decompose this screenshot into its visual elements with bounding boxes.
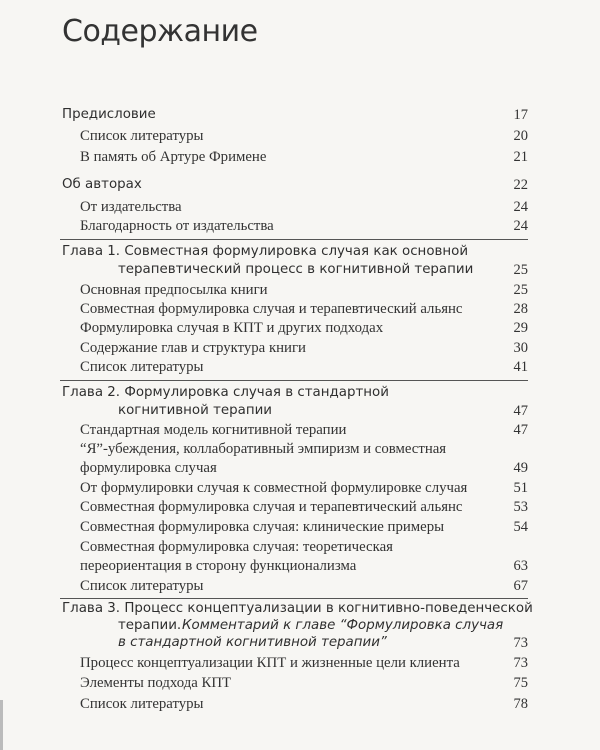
toc-entry-title: Элементы подхода КПТ (80, 675, 232, 691)
toc-entry-page: 49 (513, 460, 528, 476)
toc-entry-page: 53 (513, 499, 528, 515)
toc-entry-page: 73 (513, 655, 528, 671)
toc-entry-title: Об авторах (62, 177, 142, 192)
toc-entry-page: 41 (513, 359, 528, 375)
divider (60, 598, 528, 599)
toc-entry-page: 29 (513, 320, 528, 336)
toc-entry-title: “Я”-убеждения, коллаборативный эмпиризм и совместная (80, 441, 447, 457)
divider (60, 239, 528, 240)
toc-entry-page: 21 (513, 149, 528, 165)
toc-entry-title: Список литературы (80, 578, 204, 594)
toc-entry-page: 47 (513, 403, 528, 419)
toc-entry-page: 75 (513, 675, 528, 691)
toc-entry-title: Совместная формулировка случая: клинические примеры (80, 519, 445, 535)
divider (60, 380, 528, 381)
chapter-title-line: когнитивной терапии (118, 403, 272, 418)
toc-entry-title: Процесс концептуализации КПТ и жизненные цели клиента (80, 655, 460, 671)
toc-entry-title: Список литературы (80, 128, 204, 144)
toc-entry-page: 28 (513, 301, 528, 317)
chapter-title-line: Глава 1. Совместная формулировка случая как основной (62, 244, 469, 259)
toc-entry-title: От издательства (80, 199, 182, 215)
toc-entry-page: 24 (513, 218, 528, 234)
toc-entry-page: 30 (513, 340, 528, 356)
toc-entry-page: 54 (513, 519, 528, 535)
toc-entry-title: переориентация в сторону функционализма (80, 558, 357, 574)
toc-entry-title: Основная предпосылка книги (80, 282, 268, 298)
chapter-title-line: Глава 3. Процесс концептуализации в когнитивно-поведенческой (62, 601, 533, 616)
toc-entry-title: От формулировки случая к совместной формулировке случая (80, 480, 468, 496)
toc-entry-page: 20 (513, 128, 528, 144)
chapter-commentary: в стандартной когнитивной терапии” (118, 635, 387, 650)
toc-entry-page: 47 (513, 422, 528, 438)
toc-entry-title: Стандартная модель когнитивной терапии (80, 422, 347, 438)
toc-entry-page: 24 (513, 199, 528, 215)
chapter-title-line: терапии. (118, 618, 182, 633)
toc-entry-title: Формулировка случая в КПТ и других подходах (80, 320, 384, 336)
toc-entry-page: 17 (513, 107, 528, 123)
page-title: Содержание (62, 14, 258, 49)
toc-entry-page: 78 (513, 696, 528, 712)
toc-entry-title: формулировка случая (80, 460, 217, 476)
toc-entry-page: 63 (513, 558, 528, 574)
toc-entry-title: Совместная формулировка случая и терапевтический альянс (80, 301, 463, 317)
toc-entry-page: 51 (513, 480, 528, 496)
toc-entry-title: Совместная формулировка случая: теоретическая (80, 539, 393, 555)
toc-entry-title: Список литературы (80, 359, 204, 375)
page-edge (0, 700, 3, 750)
chapter-title-line: Глава 2. Формулировка случая в стандартной (62, 385, 389, 400)
toc-entry-page: 22 (513, 177, 528, 193)
toc-entry-title: Содержание глав и структура книги (80, 340, 306, 356)
toc-entry-page: 73 (513, 635, 528, 651)
toc-entry-title: Предисловие (62, 107, 156, 122)
toc-entry-page: 25 (513, 282, 528, 298)
toc-entry-title: Совместная формулировка случая и терапевтический альянс (80, 499, 463, 515)
toc-entry-page: 67 (513, 578, 528, 594)
chapter-title-line: терапевтический процесс в когнитивной терапии (118, 262, 474, 277)
toc-entry-title: Благодарность от издательства (80, 218, 274, 234)
toc-entry-title: Список литературы (80, 696, 204, 712)
toc-entry-page: 25 (513, 262, 528, 278)
chapter-commentary: Комментарий к главе “Формулировка случая (182, 618, 504, 633)
toc-entry-title: В память об Артуре Фримене (80, 149, 267, 165)
